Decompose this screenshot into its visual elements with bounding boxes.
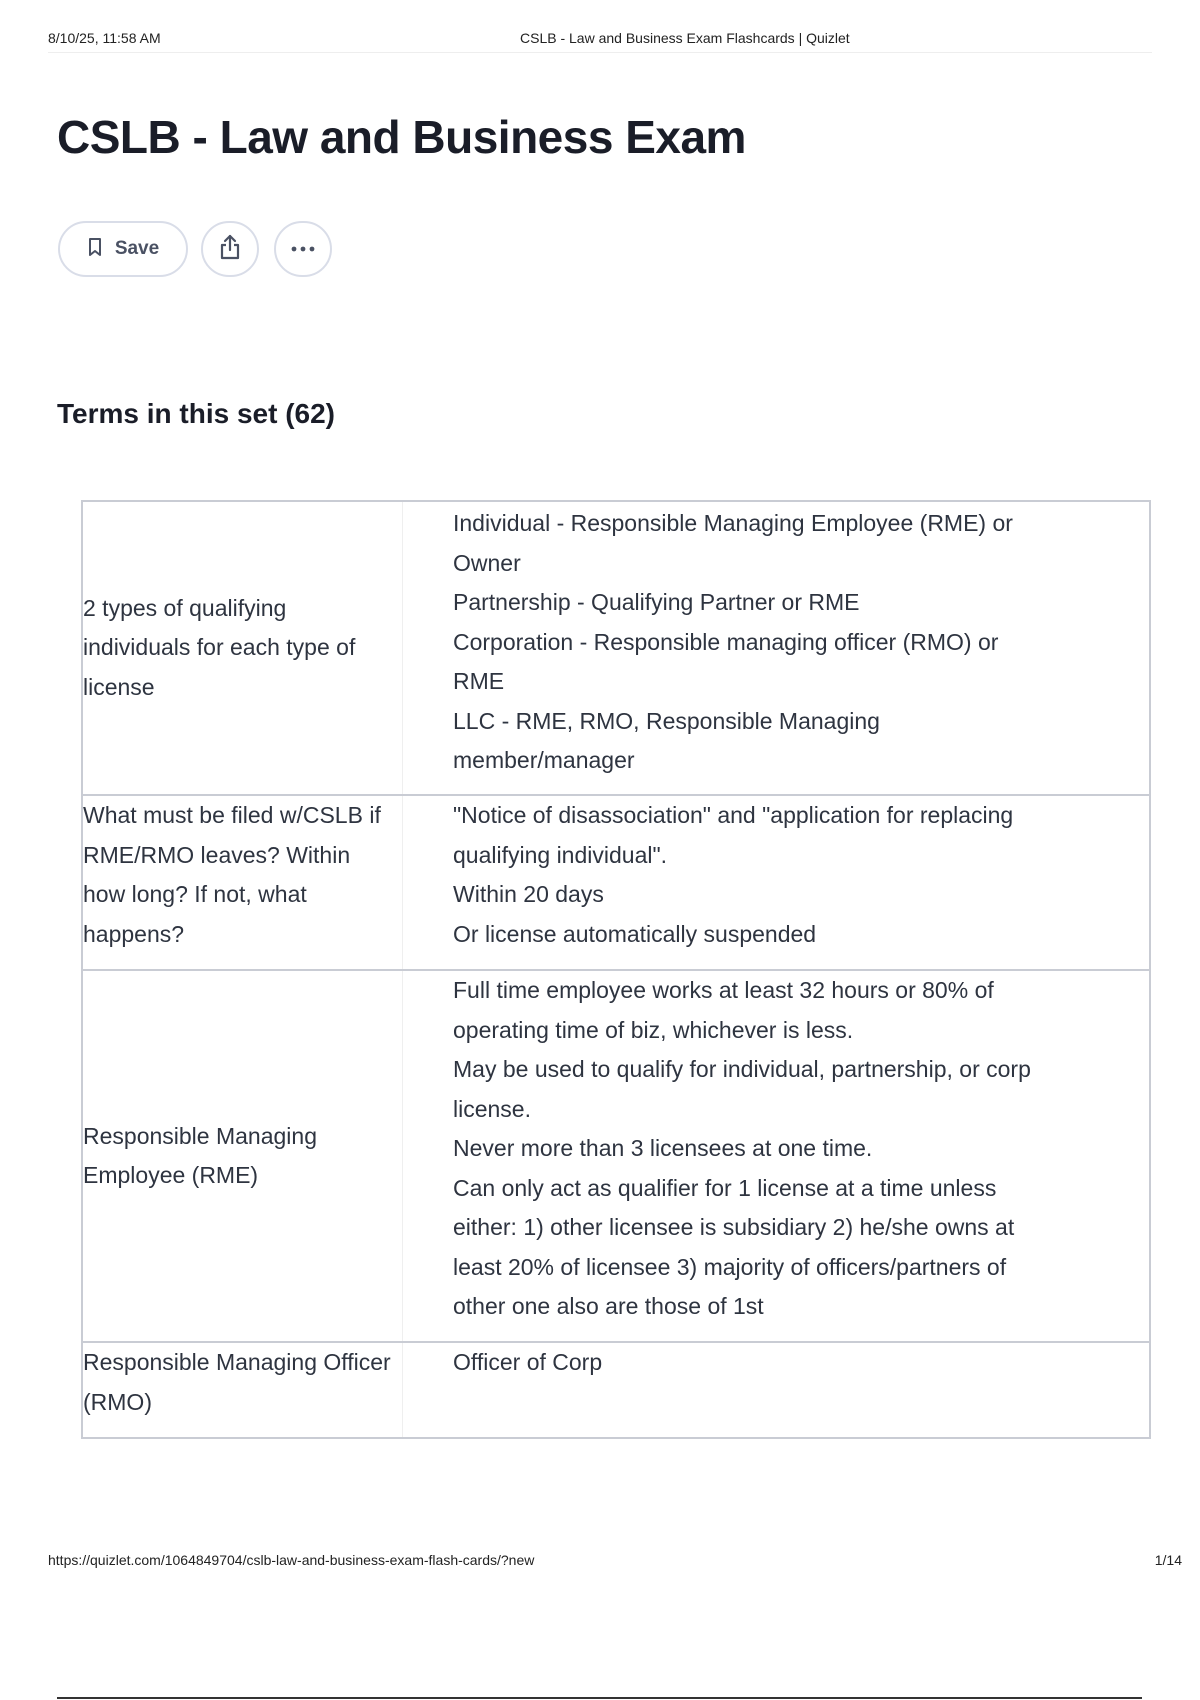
term-row <box>83 1341 1149 1437</box>
definition-text: "Notice of disassociation" and "application for replacing qualifying individual". Within 20 days Or license automatically suspended <box>453 802 1014 947</box>
terms-heading: Terms in this set (62) <box>57 398 336 429</box>
page-number: 1/14 <box>1154 1552 1182 1568</box>
definition-text: Individual - Responsible Managing Employee (RME) or Owner Partnership - Qualifying Partner or RME Corporation - Responsible managing officer (RMO) or RME LLC - RME, RMO, Responsible Managing member/manager <box>453 510 1013 773</box>
term-text: 2 types of qualifying individuals for each type of license <box>83 502 403 794</box>
save-button-label: Save <box>114 238 160 259</box>
more-icon <box>289 240 317 258</box>
term-text: What must be filed w/CSLB if RME/RMO leaves? Within how long? If not, what happens? <box>83 796 403 969</box>
terms-table <box>81 500 1151 1439</box>
term-row <box>83 969 1149 1341</box>
save-button[interactable] <box>58 221 188 277</box>
term-text: Responsible Managing Employee (RME) <box>83 971 403 1341</box>
more-options-button[interactable] <box>274 221 332 277</box>
page-title: CSLB - Law and Business Exam <box>57 111 746 163</box>
term-text: Responsible Managing Officer (RMO) <box>83 1343 403 1437</box>
print-url: https://quizlet.com/1064849704/cslb-law-and-business-exam-flash-cards/?new <box>48 1552 535 1568</box>
print-date: 8/10/25, 11:58 AM <box>48 30 161 46</box>
share-icon <box>217 233 243 266</box>
term-row <box>83 502 1149 794</box>
share-button[interactable] <box>201 221 259 277</box>
bookmark-icon <box>87 237 103 262</box>
term-row <box>83 794 1149 969</box>
print-header <box>48 30 1152 53</box>
print-document-title: CSLB - Law and Business Exam Flashcards | Quizlet <box>520 30 850 46</box>
definition-text: Full time employee works at least 32 hours or 80% of operating time of biz, whichever is less. May be used to qualify for individual, partnership, or corp license. Never more than 3 licensees at one time. Can only act as qualifier for 1 license at a time unless either: 1) other licensee is subsidiary 2) he/she owns at least 20% of licensee 3) majority of officers/partners of other one also are those of 1st <box>453 977 1031 1319</box>
definition-text: Officer of Corp <box>453 1349 603 1375</box>
page-divider <box>57 1697 1142 1699</box>
